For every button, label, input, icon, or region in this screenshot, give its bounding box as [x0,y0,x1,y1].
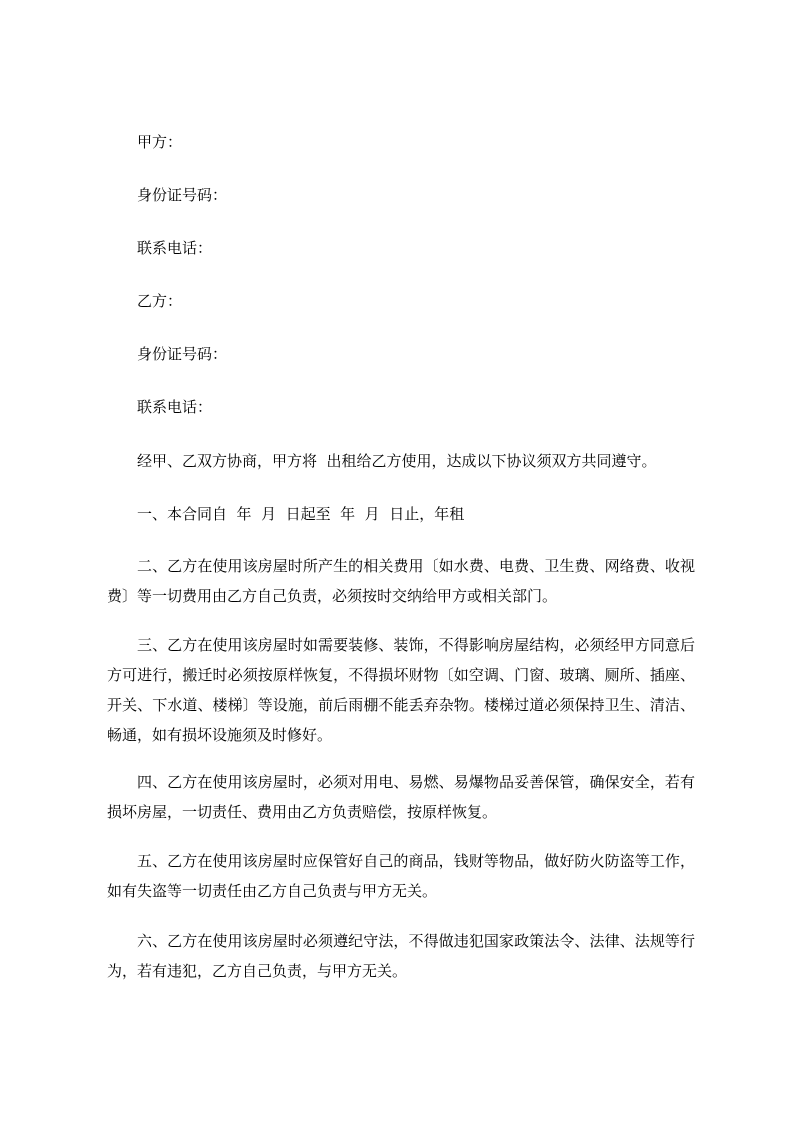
clause-3: 三、乙方在使用该房屋时如需要装修、装饰，不得影响房屋结构，必须经甲方同意后方可进行，搬迁时必须按原样恢复，不得损坏财物〔如空调、门窗、玻璃、厕所、插座、开关、下水道、楼梯〕等设施，前后雨棚不能丢弃杂物。楼梯过道必须保持卫生、清洁、畅通，如有损坏设施须及时修好。 [107,636,695,744]
clause-4: 四、乙方在使用该房屋时，必须对用电、易燃、易爆物品妥善保管，确保安全，若有损坏房屋，一切责任、费用由乙方负责赔偿，按原样恢复。 [107,773,695,821]
party-b-id-label: 身份证号码： [137,345,228,363]
party-a-label: 甲方： [137,133,183,151]
clause-2: 二、乙方在使用该房屋时所产生的相关费用〔如水费、电费、卫生费、网络费、收视费〕等一切费用由乙方自己负责，必须按时交纳给甲方或相关部门。 [107,557,695,605]
party-b-phone-label: 联系电话： [137,398,213,416]
party-a-phone-label: 联系电话： [137,239,213,257]
intro-paragraph: 经甲、乙双方协商，甲方将 出租给乙方使用，达成以下协议须双方共同遵守。 [137,452,657,470]
clause-1: 一、本合同自 年 月 日起至 年 月 日止，年租 [137,505,465,523]
clause-6: 六、乙方在使用该房屋时必须遵纪守法，不得做违犯国家政策法令、法律、法规等行为，若有违犯，乙方自己负责，与甲方无关。 [107,932,695,980]
party-a-id-label: 身份证号码： [137,186,228,204]
party-b-label: 乙方： [137,292,183,310]
clause-5: 五、乙方在使用该房屋时应保管好自己的商品，钱财等物品，做好防火防盗等工作，如有失盗等一切责任由乙方自己负责与甲方无关。 [107,852,695,900]
